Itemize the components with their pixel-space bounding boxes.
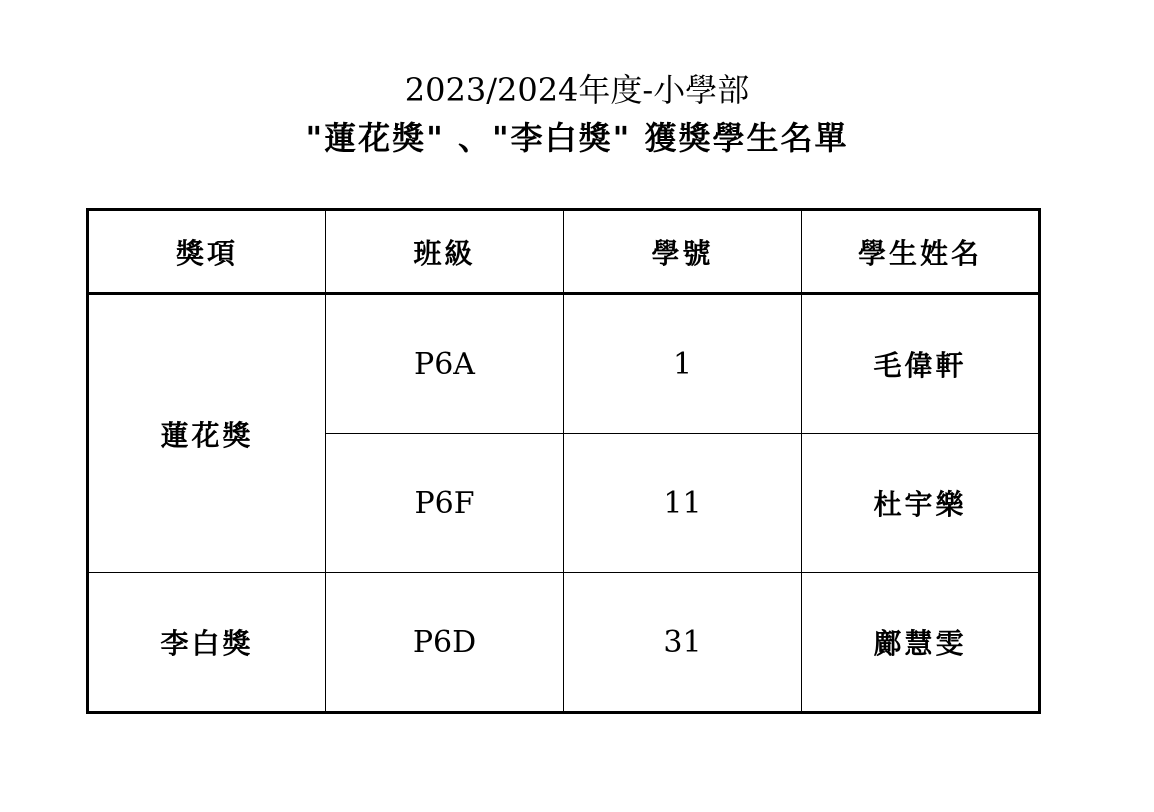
header-award: 獎項 xyxy=(88,210,326,294)
student-name-cell: 鄺慧雯 xyxy=(802,573,1040,713)
header-student-number: 學號 xyxy=(564,210,802,294)
award-cell: 蓮花獎 xyxy=(88,294,326,573)
class-cell: P6D xyxy=(326,573,564,713)
class-cell: P6F xyxy=(326,434,564,573)
header-class: 班級 xyxy=(326,210,564,294)
student-name-cell: 杜宇樂 xyxy=(802,434,1040,573)
document-title xyxy=(0,66,1154,162)
header-student-name: 學生姓名 xyxy=(802,210,1040,294)
student-number-cell: 1 xyxy=(564,294,802,434)
title-line-awards: "蓮花獎" 、"李白獎" 獲獎學生名單 xyxy=(305,119,849,157)
table-header-row xyxy=(88,210,1040,294)
award-cell: 李白獎 xyxy=(88,573,326,713)
class-cell: P6A xyxy=(326,294,564,434)
title-line-year: 2023/2024年度-小學部 xyxy=(404,71,750,109)
table-row xyxy=(88,294,1040,434)
student-number-cell: 11 xyxy=(564,434,802,573)
award-winners-table xyxy=(86,208,1041,714)
table-row xyxy=(88,573,1040,713)
student-name-cell: 毛偉軒 xyxy=(802,294,1040,434)
student-number-cell: 31 xyxy=(564,573,802,713)
